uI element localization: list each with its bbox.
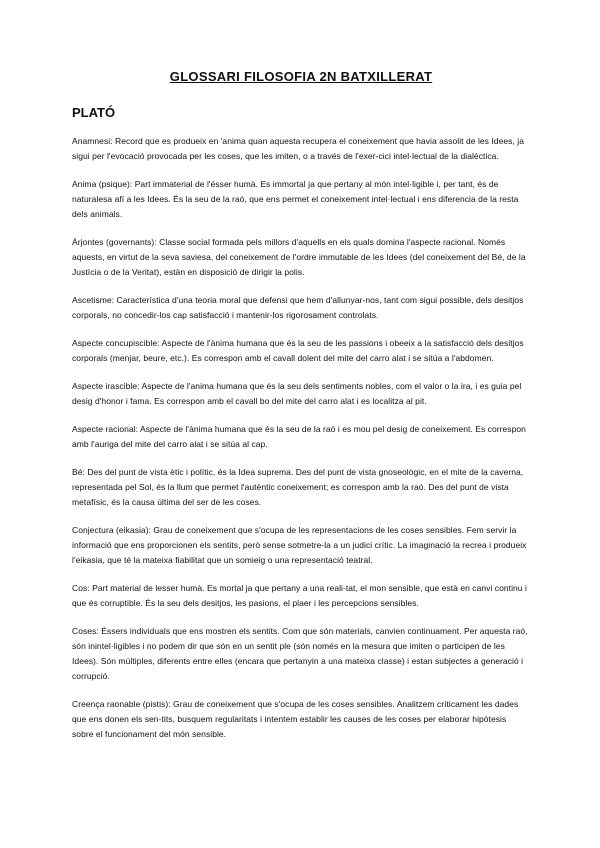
- glossary-definition: Record que es produeix en 'anima quan aquesta recupera el coneixement que havia assolit de les Idees, ja sigui per l'evocació provocada per les coses, que les imiten, o a través de l'exer-cici intel·lectual de la dialéctica.: [72, 136, 524, 161]
- glossary-entry: [72, 697, 530, 742]
- glossary-definition: Grau de coneixement que s'ocupa de les representacions de les coses sensibles. Fem servir la informació que ens proporcionen els sentits, però sense sotmetre-la a un judici crític. La imaginació la recrea i produeix l'eikasia, que té la mateixa fiabilitat que un somieig o una representació teatral.: [72, 525, 527, 565]
- glossary-term: Coses:: [72, 626, 99, 636]
- glossary-entry: [72, 379, 530, 409]
- glossary-entry: [72, 293, 530, 323]
- glossary-term: Aspecte irascible:: [72, 381, 140, 391]
- glossary-entry: [72, 177, 530, 222]
- glossary-entry: [72, 134, 530, 164]
- glossary-entry: [72, 581, 530, 611]
- glossary-definition: Grau de coneixement que s'ocupa de les coses sensibles. Analitzem críticament les dades que ens donen els sen-tits, busquem regularitats i intentem establir les causes de les coses per elaborar hipòtesis sobre el funcionament del món sensible.: [72, 699, 519, 739]
- glossary-term: Creença raonable (pistis):: [72, 699, 171, 709]
- glossary-entry: [72, 624, 530, 684]
- section-title: PLATÓ: [72, 105, 116, 120]
- glossary-definition: Part material de lesser humà. Es mortal ja que pertany a una reali-tat, el mon sensible, que està en canvi continu i que és corruptible. És la seu dels desitjos, les pasions, el plaer i les percepcions sensibles.: [72, 583, 527, 608]
- glossary-list: [72, 134, 530, 742]
- glossary-definition: Aspecte de l'ànima humana que és la seu de la raó i es mou pel desig de coneixement. Es correspon amb l'auriga del mite del carro alat i se sitúa al cap.: [72, 424, 526, 449]
- glossary-entry: [72, 422, 530, 452]
- glossary-term: Aspecte concupiscible:: [72, 338, 160, 348]
- glossary-term: Aspecte racional:: [72, 424, 139, 434]
- glossary-term: Anamnesi:: [72, 136, 113, 146]
- glossary-definition: Éssers individuals que ens mostren els sentits. Com que són materials, canvien continuament. Per aquesta raó, són inintel·ligibles i no podem dir que són en un sentit ple (són només en la mesura que imiten o participen de les Idees). Són múltiples, diferents entre elles (encara que pertanyin a una mateixa classe) i estan subjectes a generació i corrupció.: [72, 626, 528, 681]
- glossary-term: Ascetisme:: [72, 295, 115, 305]
- glossary-term: Bé:: [72, 467, 85, 477]
- glossary-definition: Aspecte de l'ànima humana que és la seu de les passions i obeeix a la satisfacció dels desitjos corporals (menjar, beure, etc.). Es correspon amb el cavall dolent del mite del carro alat i se sitúa a l'abdomen.: [72, 338, 524, 363]
- glossary-definition: Classe social formada pels millors d'aquells en els quals domina l'aspecte racional. Només aquests, en virtut de la seva saviesa, del coneixement de l'ordre immutable de les Idees (del coneixement del Bé, de la Justícia o de la Veritat), estàn en disposició de dirigir la polis.: [72, 237, 526, 277]
- glossary-entry: [72, 336, 530, 366]
- glossary-definition: Aspecte de l'anima humana que és la seu dels sentiments nobles, com el valor o la ira, i es guia pel desig d'honor i fama. Es correspon amb el cavall bo del mite del carro alat i es localitza al pit.: [72, 381, 522, 406]
- glossary-entry: [72, 235, 530, 280]
- glossary-entry: [72, 523, 530, 568]
- glossary-term: Anima (psique):: [72, 179, 133, 189]
- glossary-term: Árjontes (governants):: [72, 237, 157, 247]
- glossary-definition: Des del punt de vista ètic i polític, és la Idea suprema. Des del punt de vista gnoseològic, en el mite de la caverna, representada pel Sol, és la llum que permet l'autèntic coneixement; es correspon amb la raó. Des del punt de vista metafísic, és la causa última del ser de les coses.: [72, 467, 524, 507]
- glossary-definition: Part immaterial de l'ésser humà. Es immortal ja que pertany al món intel·ligible i, per tant, és de naturalesa afí a les Idees. És la seu de la raó, que ens permet el coneixement intel·lectual i ens diferencia de la resta dels animals.: [72, 179, 519, 219]
- glossary-term: Cos:: [72, 583, 90, 593]
- glossary-entry: [72, 465, 530, 510]
- document-title: GLOSSARI FILOSOFIA 2N BATXILLERAT: [169, 69, 433, 84]
- glossary-definition: Característica d'una teoria moral que defensi que hem d'allunyar-nos, tant com sigui possible, dels desitjos corporals, no concedir-los cap satisfacció i mantenir-los rigorosament controlats.: [72, 295, 524, 320]
- glossary-term: Conjectura (eikasia):: [72, 525, 151, 535]
